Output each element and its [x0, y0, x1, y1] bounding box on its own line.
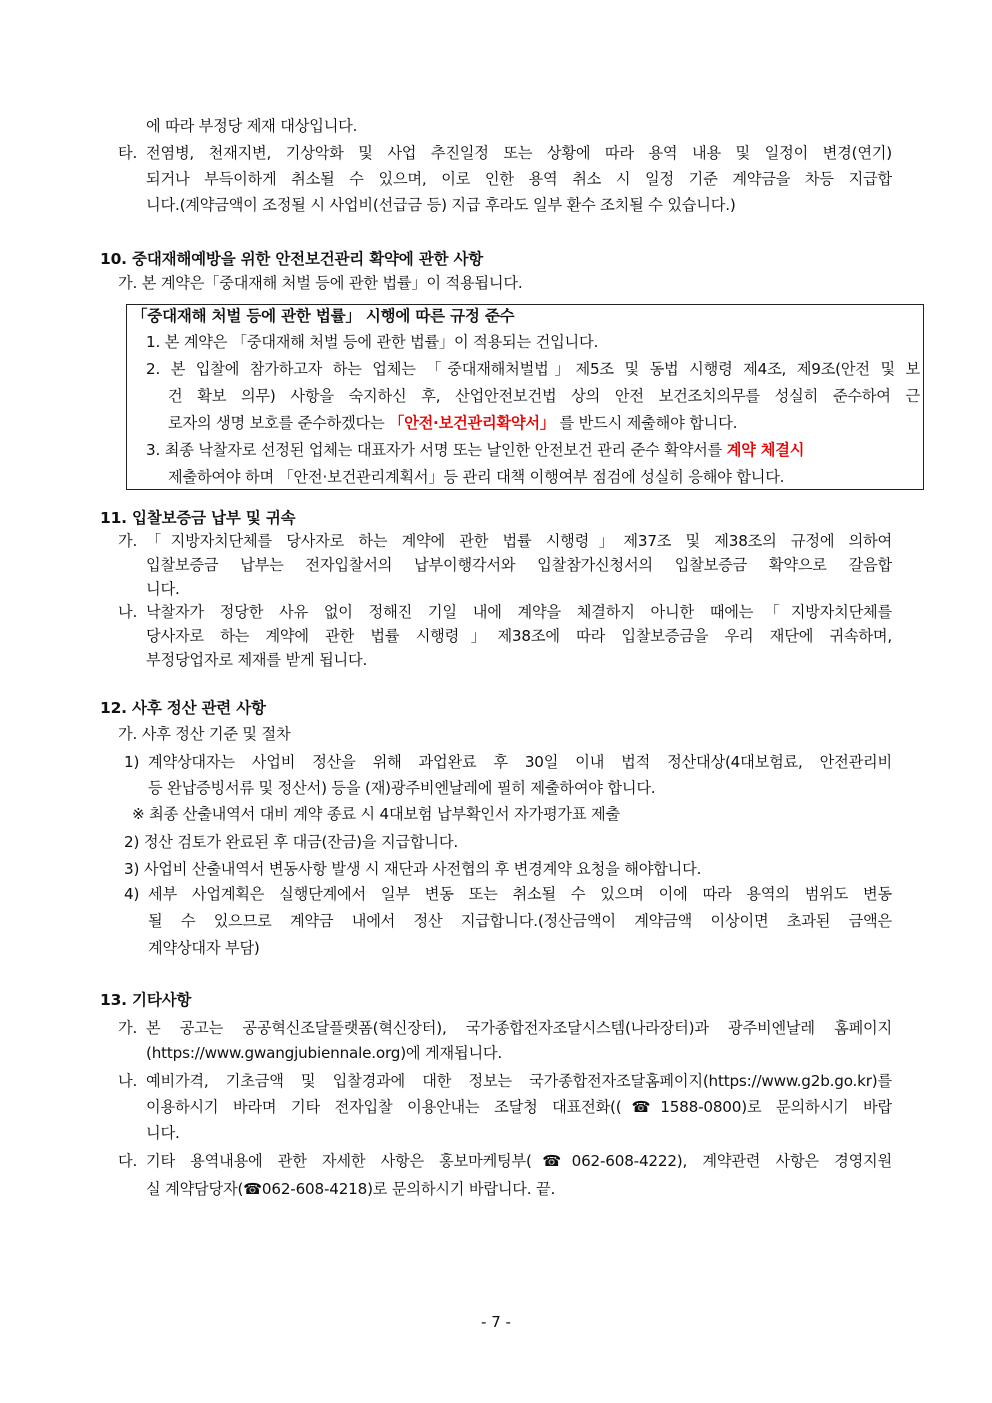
section-12-note: ※ 최종 산출내역서 대비 계약 종료 시 4대보험 납부확인서 자가평가표 제출 — [132, 805, 620, 823]
section-11-ga-line-3: 니다. — [146, 580, 180, 598]
item-mark-ta: 타. — [118, 144, 138, 162]
compliance-item-2-text-a: 로자의 생명 보호를 준수하겠다는 — [168, 414, 390, 432]
section-11-mark-ga: 가. — [118, 532, 138, 550]
section-12-heading: 12. 사후 정산 관련 사항 — [100, 699, 266, 717]
section-12-item-4-line-3: 계약상대자 부담) — [148, 939, 260, 957]
compliance-item-3-line-1 — [146, 440, 804, 460]
section-13-ga-line-1: 본 공고는 공공혁신조달플랫폼(혁신장터), 국가종합전자조달시스템(나라장터)과 광주비엔날레 홈페이지 — [146, 1019, 892, 1037]
section-11-mark-na: 나. — [118, 603, 138, 621]
page-number: - 7 - — [481, 1313, 511, 1331]
compliance-item-3-text-a: 3. 최종 낙찰자로 선정된 업체는 대표자가 서명 또는 날인한 안전보건 관리 준수 확약서를 — [146, 441, 727, 459]
section-11-heading: 11. 입찰보증금 납부 및 귀속 — [100, 509, 296, 527]
section-13-na-line-3: 니다. — [146, 1124, 180, 1142]
section-13-na-line-1: 예비가격, 기초금액 및 입찰경과에 대한 정보는 국가종합전자조달홈페이지(https://www.g2b.go.kr)를 — [146, 1072, 892, 1090]
compliance-box-title: 「중대재해 처벌 등에 관한 법률」 시행에 따른 규정 준수 — [132, 307, 515, 325]
compliance-item-3-line-2: 제출하여야 하며 「안전·보건관리계획서」등 관리 대책 이행여부 점검에 성실히 응해야 합니다. — [168, 468, 785, 486]
compliance-item-2-line-3 — [168, 413, 737, 433]
item-ta-line-3: 니다.(계약금액이 조정될 시 사업비(선급금 등) 지급 후라도 일부 환수 조치될 수 있습니다.) — [146, 196, 736, 214]
section-11-na-line-2: 당사자로 하는 계약에 관한 법률 시행령」제38조에 따라 입찰보증금을 우리 재단에 귀속하며, — [146, 627, 892, 645]
section-12-item-2: 2) 정산 검토가 완료된 후 대금(잔금)을 지급합니다. — [124, 833, 458, 851]
section-12-item-3: 3) 사업비 산출내역서 변동사항 발생 시 재단과 사전협의 후 변경계약 요청을 해야합니다. — [124, 860, 702, 878]
contract-signing-highlight: 계약 체결시 — [726, 441, 805, 459]
section-12-item-1-line-2: 등 완납증빙서류 및 정산서) 등을 (재)광주비엔날레에 필히 제출하여야 합니다. — [148, 779, 656, 797]
section-13-da-line-2: 실 계약담당자(☎062-608-4218)로 문의하시기 바랍니다. 끝. — [146, 1180, 556, 1198]
section-13-mark-da: 다. — [118, 1152, 138, 1170]
section-11-ga-line-1: 「지방자치단체를 당사자로 하는 계약에 관한 법률 시행령」제37조 및 제38조의 규정에 의하여 — [146, 532, 892, 550]
section-13-da-line-1: 기타 용역내용에 관한 자세한 사항은 홍보마케팅부(☎062-608-4222), 계약관련 사항은 경영지원 — [146, 1152, 892, 1170]
section-12-mark-1: 1) — [124, 753, 140, 771]
section-13-mark-na: 나. — [118, 1072, 138, 1090]
section-13-ga-line-2: (https://www.gwangjubiennale.org)에 게재됩니다. — [146, 1044, 503, 1062]
section-11-na-line-1: 낙찰자가 정당한 사유 없이 정해진 기일 내에 계약을 체결하지 아니한 때에는「지방자치단체를 — [146, 603, 892, 621]
section-10-item-ga: 가. 본 계약은「중대재해 처벌 등에 관한 법률」이 적용됩니다. — [118, 274, 523, 292]
section-12-item-4-line-2: 될 수 있으므로 계약금 내에서 정산 지급합니다.(정산금액이 계약금액 이상이면 초과된 금액은 — [148, 912, 892, 930]
section-13-na-line-2: 이용하시기 바라며 기타 전자입찰 이용안내는 조달청 대표전화((☎1588-0800)로 문의하시기 바랍 — [146, 1098, 892, 1116]
section-11-na-line-3: 부정당업자로 제재를 받게 됩니다. — [146, 651, 368, 669]
compliance-item-2-text-b: 를 반드시 제출해야 합니다. — [559, 414, 738, 432]
compliance-item-2-line-1: 2. 본 입찰에 참가하고자 하는 업체는 「중대재해처벌법」제5조 및 동법 시행령 제4조, 제9조(안전 및 보 — [146, 360, 920, 378]
section-13-heading: 13. 기타사항 — [100, 991, 192, 1009]
safety-pledge-highlight: 「안전·보건관리확약서」 — [389, 414, 555, 432]
continuation-line: 에 따라 부정당 제재 대상입니다. — [146, 117, 358, 135]
item-ta-line-1: 전염병, 천재지변, 기상악화 및 사업 추진일정 또는 상황에 따라 용역 내용 및 일정이 변경(연기) — [146, 144, 892, 162]
section-12-item-4-line-1: 세부 사업계획은 실행단계에서 일부 변동 또는 취소될 수 있으며 이에 따라 용역의 범위도 변동 — [148, 885, 892, 903]
section-12-item-ga: 가. 사후 정산 기준 및 절차 — [118, 725, 291, 743]
section-13-mark-ga: 가. — [118, 1019, 138, 1037]
section-12-item-1-line-1: 계약상대자는 사업비 정산을 위해 과업완료 후 30일 이내 법적 정산대상(4대보험료, 안전관리비 — [148, 753, 892, 771]
section-11-ga-line-2: 입찰보증금 납부는 전자입찰서의 납부이행각서와 입찰참가신청서의 입찰보증금 확약으로 갈음합 — [146, 556, 892, 574]
item-ta-line-2: 되거나 부득이하게 취소될 수 있으며, 이로 인한 용역 취소 시 일정 기준 계약금을 차등 지급합 — [146, 170, 892, 188]
compliance-item-1: 1. 본 계약은 「중대재해 처벌 등에 관한 법률」이 적용되는 건입니다. — [146, 333, 599, 351]
section-12-mark-4: 4) — [124, 885, 140, 903]
compliance-item-2-line-2: 건 확보 의무) 사항을 숙지하신 후, 산업안전보건법 상의 안전 보건조치의무를 성실히 준수하여 근 — [168, 387, 920, 405]
section-10-heading: 10. 중대재해예방을 위한 안전보건관리 확약에 관한 사항 — [100, 250, 484, 268]
